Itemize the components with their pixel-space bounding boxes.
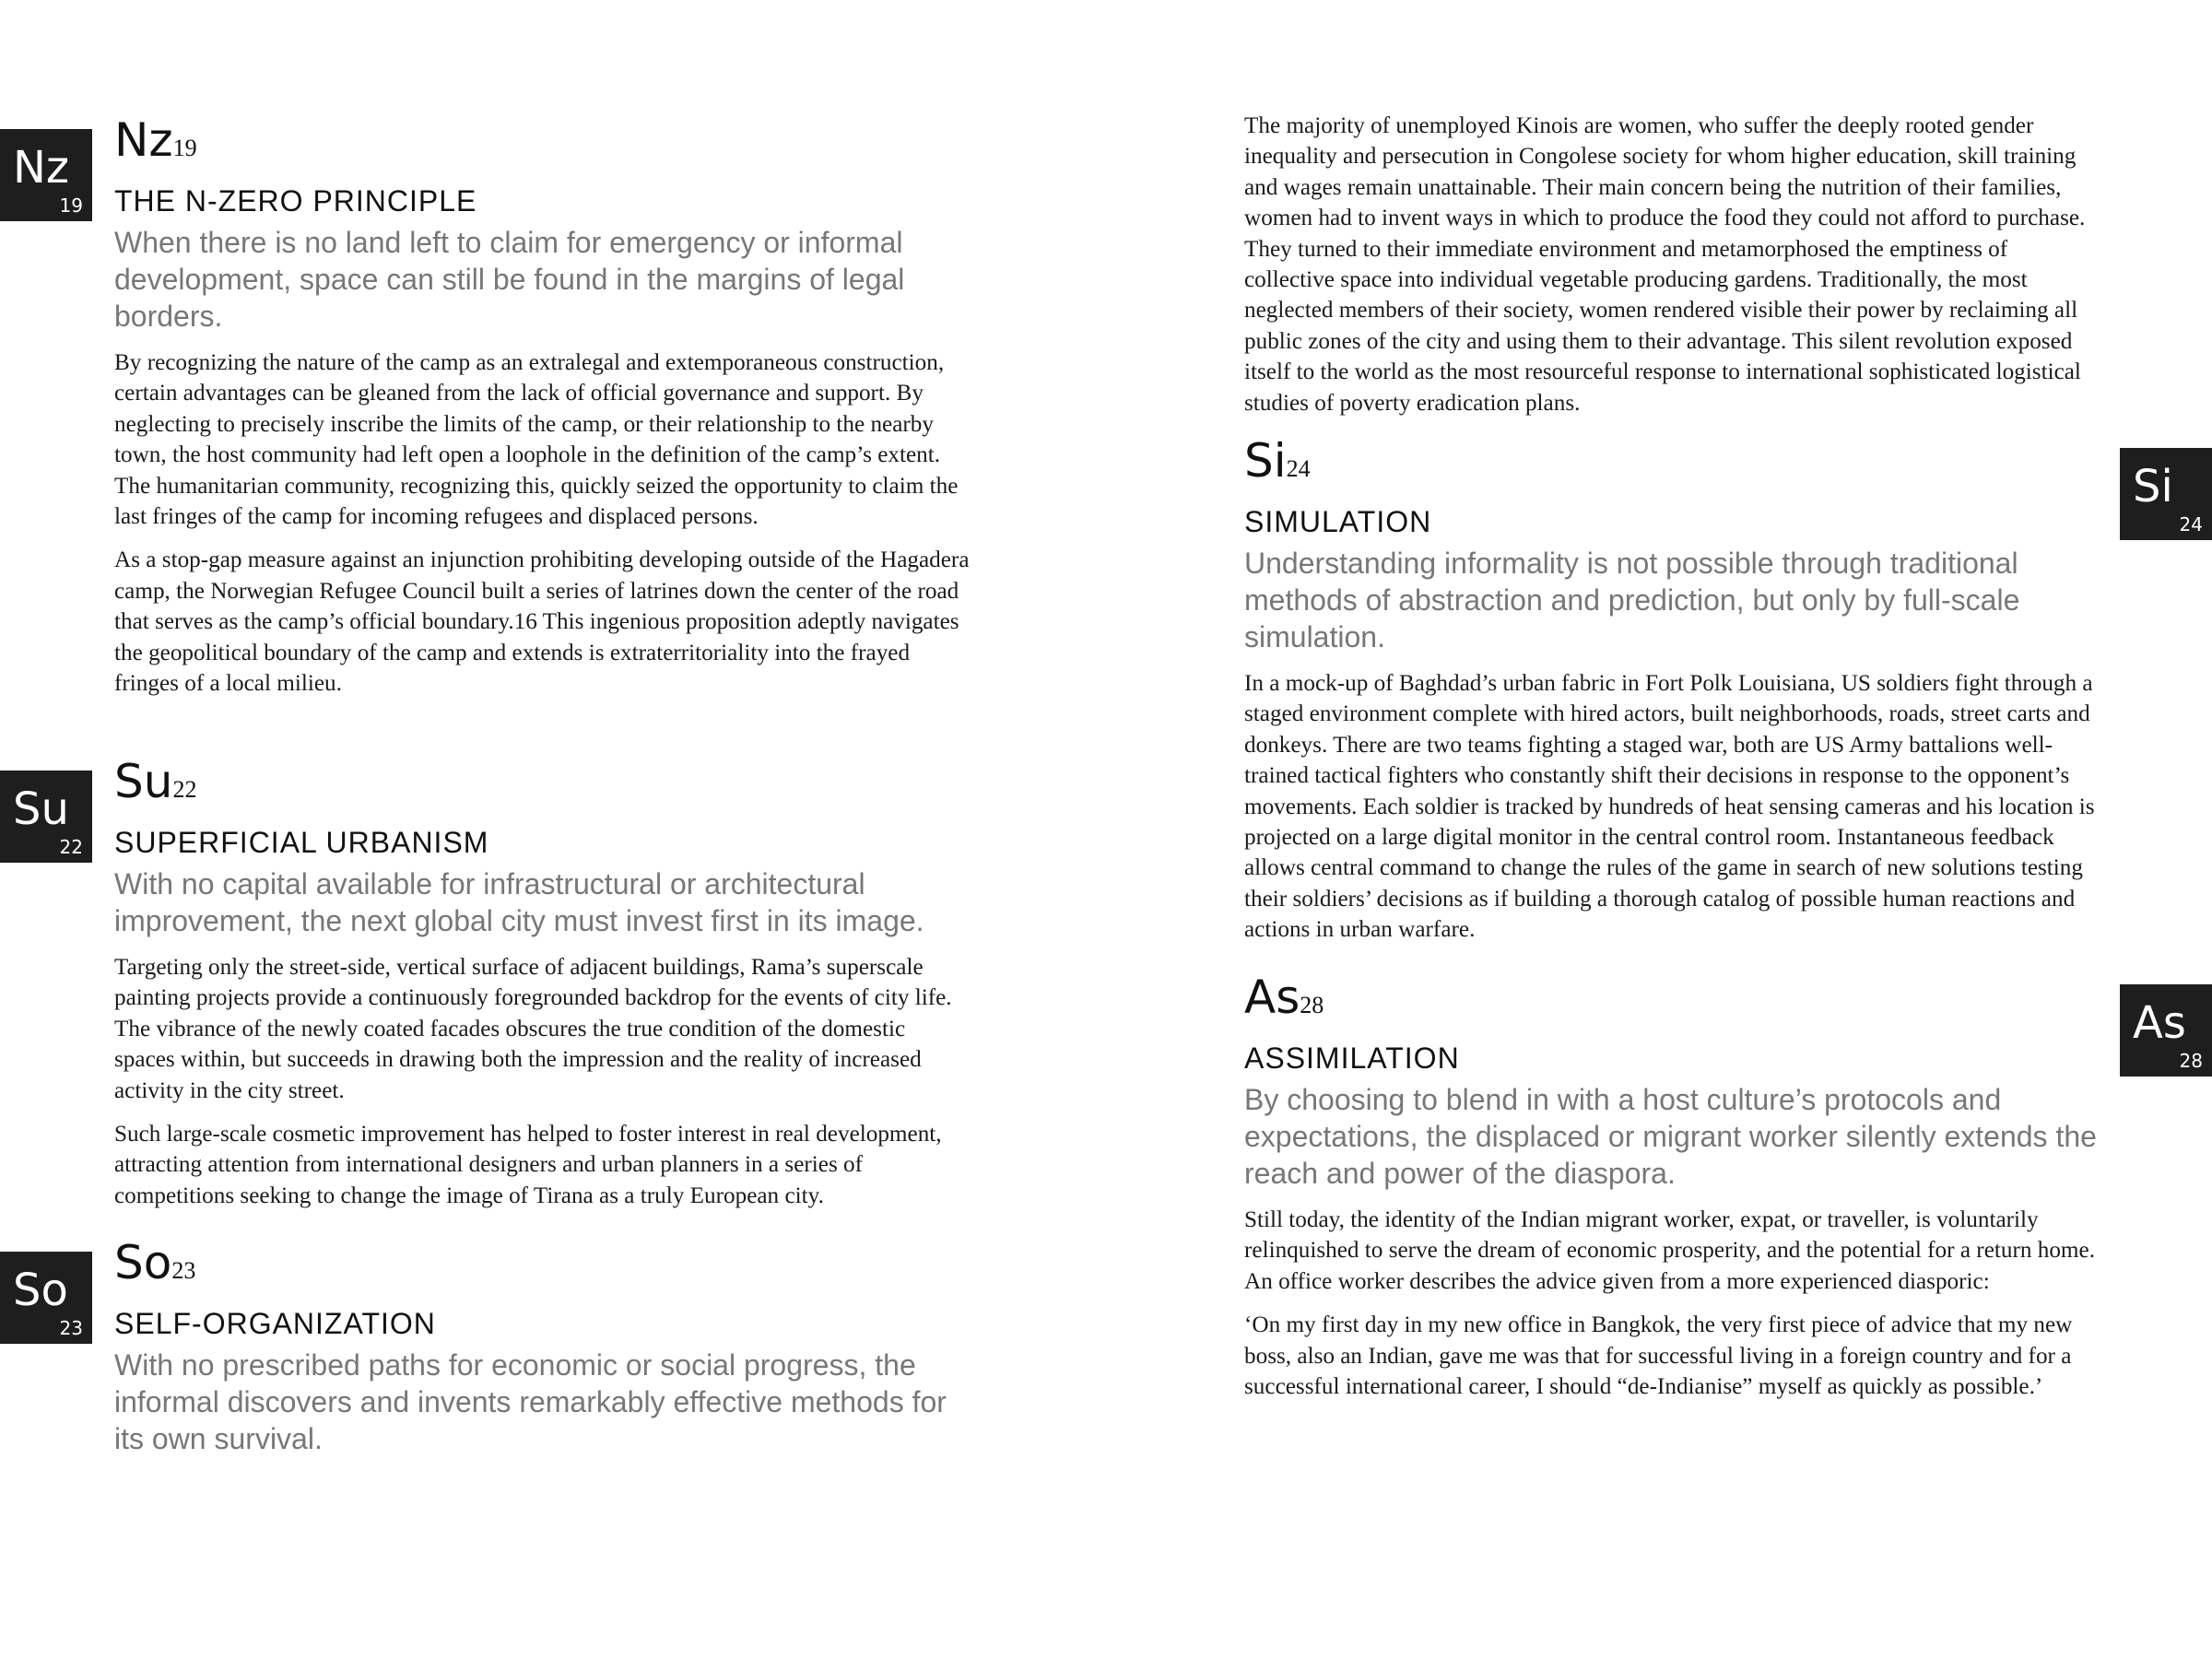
section-heading (1244, 971, 2103, 1031)
section-lead: With no capital available for infrastructural or architectural improvement, the next global city must invest first in its image. (114, 867, 924, 937)
element-tile-nz (0, 129, 92, 221)
section-lead: With no prescribed paths for economic or social progress, the informal discovers and invents remarkably effective methods for its own survival. (114, 1348, 947, 1455)
section-lead: Understanding informality is not possible through traditional methods of abstraction and prediction, but only by full-scale simulation. (1244, 547, 2020, 653)
body-paragraph: Such large-scale cosmetic improvement has helped to foster interest in real development, attracting attention from international designers and urban planners in a series of competitions seeking to change the image of Tirana as a truly European city. (114, 1122, 942, 1208)
heading-symbol: Si (1244, 434, 1287, 488)
section-heading (114, 1237, 971, 1297)
section-lead: By choosing to blend in with a host culture’s protocols and expectations, the displaced or migrant worker silently extends the reach and power of the diaspora. (1244, 1083, 2097, 1190)
section-lead: When there is no land left to claim for emergency or informal development, space can still be found in the margins of legal borders. (114, 226, 905, 333)
tile-symbol: Su (13, 783, 69, 835)
section-si (1244, 435, 2103, 959)
heading-number: 28 (1300, 992, 1324, 1018)
section-title: THE N-ZERO PRINCIPLE (114, 184, 477, 218)
body-paragraph: In a mock-up of Baghdad’s urban fabric in Fort Polk Louisiana, US soldiers fight through a staged environment complete with hired actors, built neighborhoods, roads, street carts and donkeys. There are two teams fighting a staged war, both are US Army battalions well-trained tactical fighters who constantly shift their decisions in response to the opponent’s movements. Each soldier is tracked by hundreds of heat sensing cameras and his location is projected on a large digital monitor in the central control room. Instantaneous feedback allows central command to change the rules of the game in search of new solutions testing their soldiers’ decisions as if building a thorough catalog of possible human reactions and actions in urban warfare. (1244, 671, 2095, 943)
element-tile-si (2120, 448, 2212, 540)
body-paragraph: As a stop-gap measure against an injunction prohibiting developing outside of the Hagadera camp, the Norwegian Refugee Council built a series of latrines down the center of the road that serves as the camp’s official boundary.16 This ingenious proposition adeptly navigates the geopolitical boundary of the camp and extends is extraterritoriality into the frayed fringes of a local milieu. (114, 547, 970, 697)
heading-number: 19 (172, 135, 197, 161)
section-title: SELF-ORGANIZATION (114, 1307, 436, 1340)
element-tile-su (0, 771, 92, 863)
element-tile-so (0, 1252, 92, 1344)
section-nz (114, 114, 971, 712)
heading-symbol: Nz (114, 113, 173, 167)
tile-symbol: Nz (13, 142, 70, 194)
intro-paragraph: The majority of unemployed Kinois are women, who suffer the deeply rooted gender inequality and persecution in Congolese society for whom higher education, skill training and wages remain unattainable. Their main concern being the nutrition of their families, women had to invent ways in which to produce the food they could not afford to purchase. They turned to their immediate environment and metamorphosed the emptiness of collective space into individual vegetable producing gardens. Traditionally, the most neglected members of their society, women rendered visible their power by reclaiming all public zones of the city and using them to their advantage. This silent revolution exposed itself to the world as the most resourceful response to international sophisticated logistical studies of poverty eradication plans. (1244, 113, 2086, 416)
tile-symbol: So (13, 1265, 68, 1316)
tile-symbol: Si (2133, 461, 2173, 512)
element-tile-as (2120, 984, 2212, 1077)
section-as (1244, 971, 2103, 1415)
heading-number: 23 (171, 1257, 196, 1284)
body-paragraph: By recognizing the nature of the camp as an extralegal and extemporaneous construction, certain advantages can be gleaned from the lack of official governance and support. By neglecting to precisely inscribe the limits of the camp, or their relationship to the nearby town, the host community had left open a loophole in the definition of the camp’s extent. The humanitarian community, recognizing this, quickly seized the opportunity to claim the last fringes of the camp for incoming refugees and displaced persons. (114, 350, 959, 530)
tile-number: 24 (2179, 513, 2203, 535)
heading-symbol: So (114, 1236, 172, 1289)
heading-symbol: Su (114, 755, 173, 808)
body-paragraph: Still today, the identity of the Indian migrant worker, expat, or traveller, is voluntarily relinquished to serve the dream of economic prosperity, and the potential for a return home. An office worker describes the advice given from a more experienced diasporic: (1244, 1207, 2095, 1294)
section-heading (114, 114, 971, 174)
tile-symbol: As (2133, 997, 2186, 1049)
heading-number: 22 (172, 776, 197, 803)
tile-number: 19 (59, 194, 83, 217)
section-su (114, 756, 971, 1224)
tile-number: 28 (2179, 1050, 2203, 1072)
heading-symbol: As (1244, 971, 1300, 1024)
section-heading (1244, 435, 2103, 495)
tile-number: 23 (59, 1317, 83, 1339)
section-title: SUPERFICIAL URBANISM (114, 826, 489, 859)
tile-number: 22 (59, 836, 83, 858)
heading-number: 24 (1286, 455, 1311, 482)
section-title: ASSIMILATION (1244, 1041, 1460, 1075)
intro-section (1244, 111, 2103, 431)
body-paragraph: Targeting only the street-side, vertical surface of adjacent buildings, Rama’s superscale painting projects provide a continuously foregrounded backdrop for the events of city life. The vibrance of the newly coated facades obscures the true condition of the domestic spaces within, but succeeds in drawing both the impression and the reality of increased activity in the city street. (114, 955, 952, 1103)
section-so (114, 1237, 971, 1470)
section-heading (114, 756, 971, 816)
section-title: SIMULATION (1244, 505, 1432, 538)
body-paragraph: ‘On my first day in my new office in Bangkok, the very first piece of advice that my new boss, also an Indian, gave me was that for successful living in a foreign country and for a successful international career, I should “de-Indianise” myself as quickly as possible.’ (1244, 1312, 2073, 1400)
